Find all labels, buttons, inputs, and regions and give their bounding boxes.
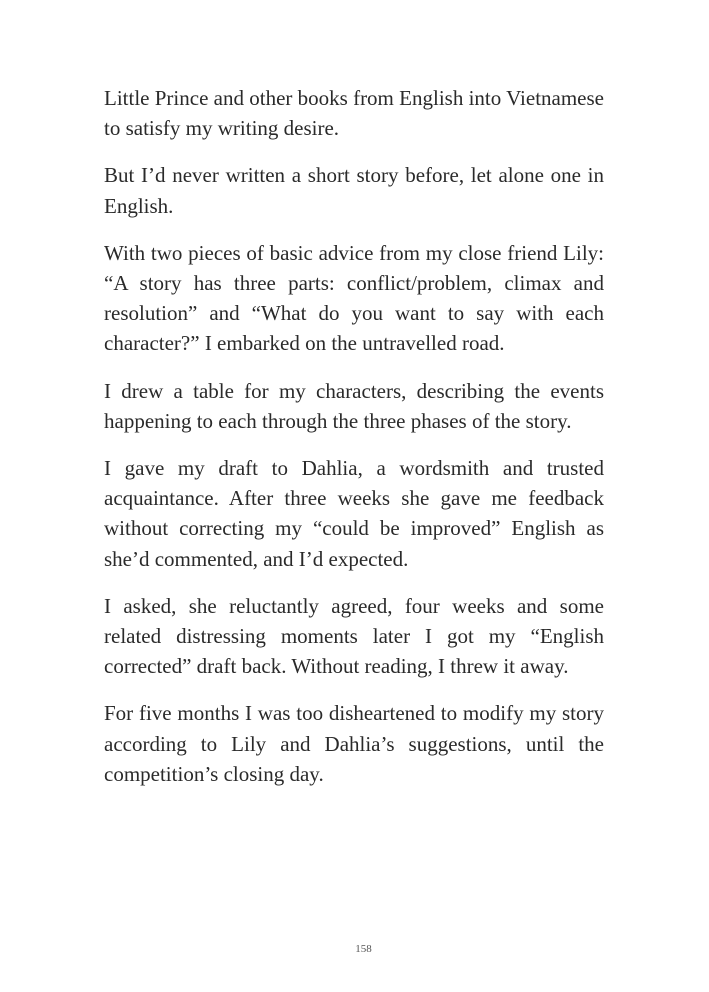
paragraph: But I’d never written a short story before, let alone one in English. — [104, 163, 604, 218]
paragraph: For five months I was too disheartened to modify my story according to Lily and Dahlia’s suggestions, until the competition’s closing day. — [104, 701, 604, 786]
paragraph: Little Prince and other books from English into Vietnamese to satisfy my writing desire. — [104, 86, 604, 141]
paragraph: I drew a table for my characters, describing the events happening to each through the three phases of the story. — [104, 378, 604, 433]
paragraph: I gave my draft to Dahlia, a wordsmith and trusted acquaintance. After three weeks she gave me feedback without correcting my “could be improved” English as she’d commented, and I’d expected. — [104, 456, 604, 571]
page-number: 158 — [355, 943, 372, 955]
page-body — [104, 83, 604, 806]
paragraph: I asked, she reluctantly agreed, four weeks and some related distressing moments later I got my “English corrected” draft back. Without reading, I threw it away. — [104, 593, 604, 679]
paragraph: With two pieces of basic advice from my close friend Lily: “A story has three parts: conflict/problem, climax and resolution” and “What do you want to say with each character?” I embarked on the untravelled road. — [104, 240, 604, 356]
